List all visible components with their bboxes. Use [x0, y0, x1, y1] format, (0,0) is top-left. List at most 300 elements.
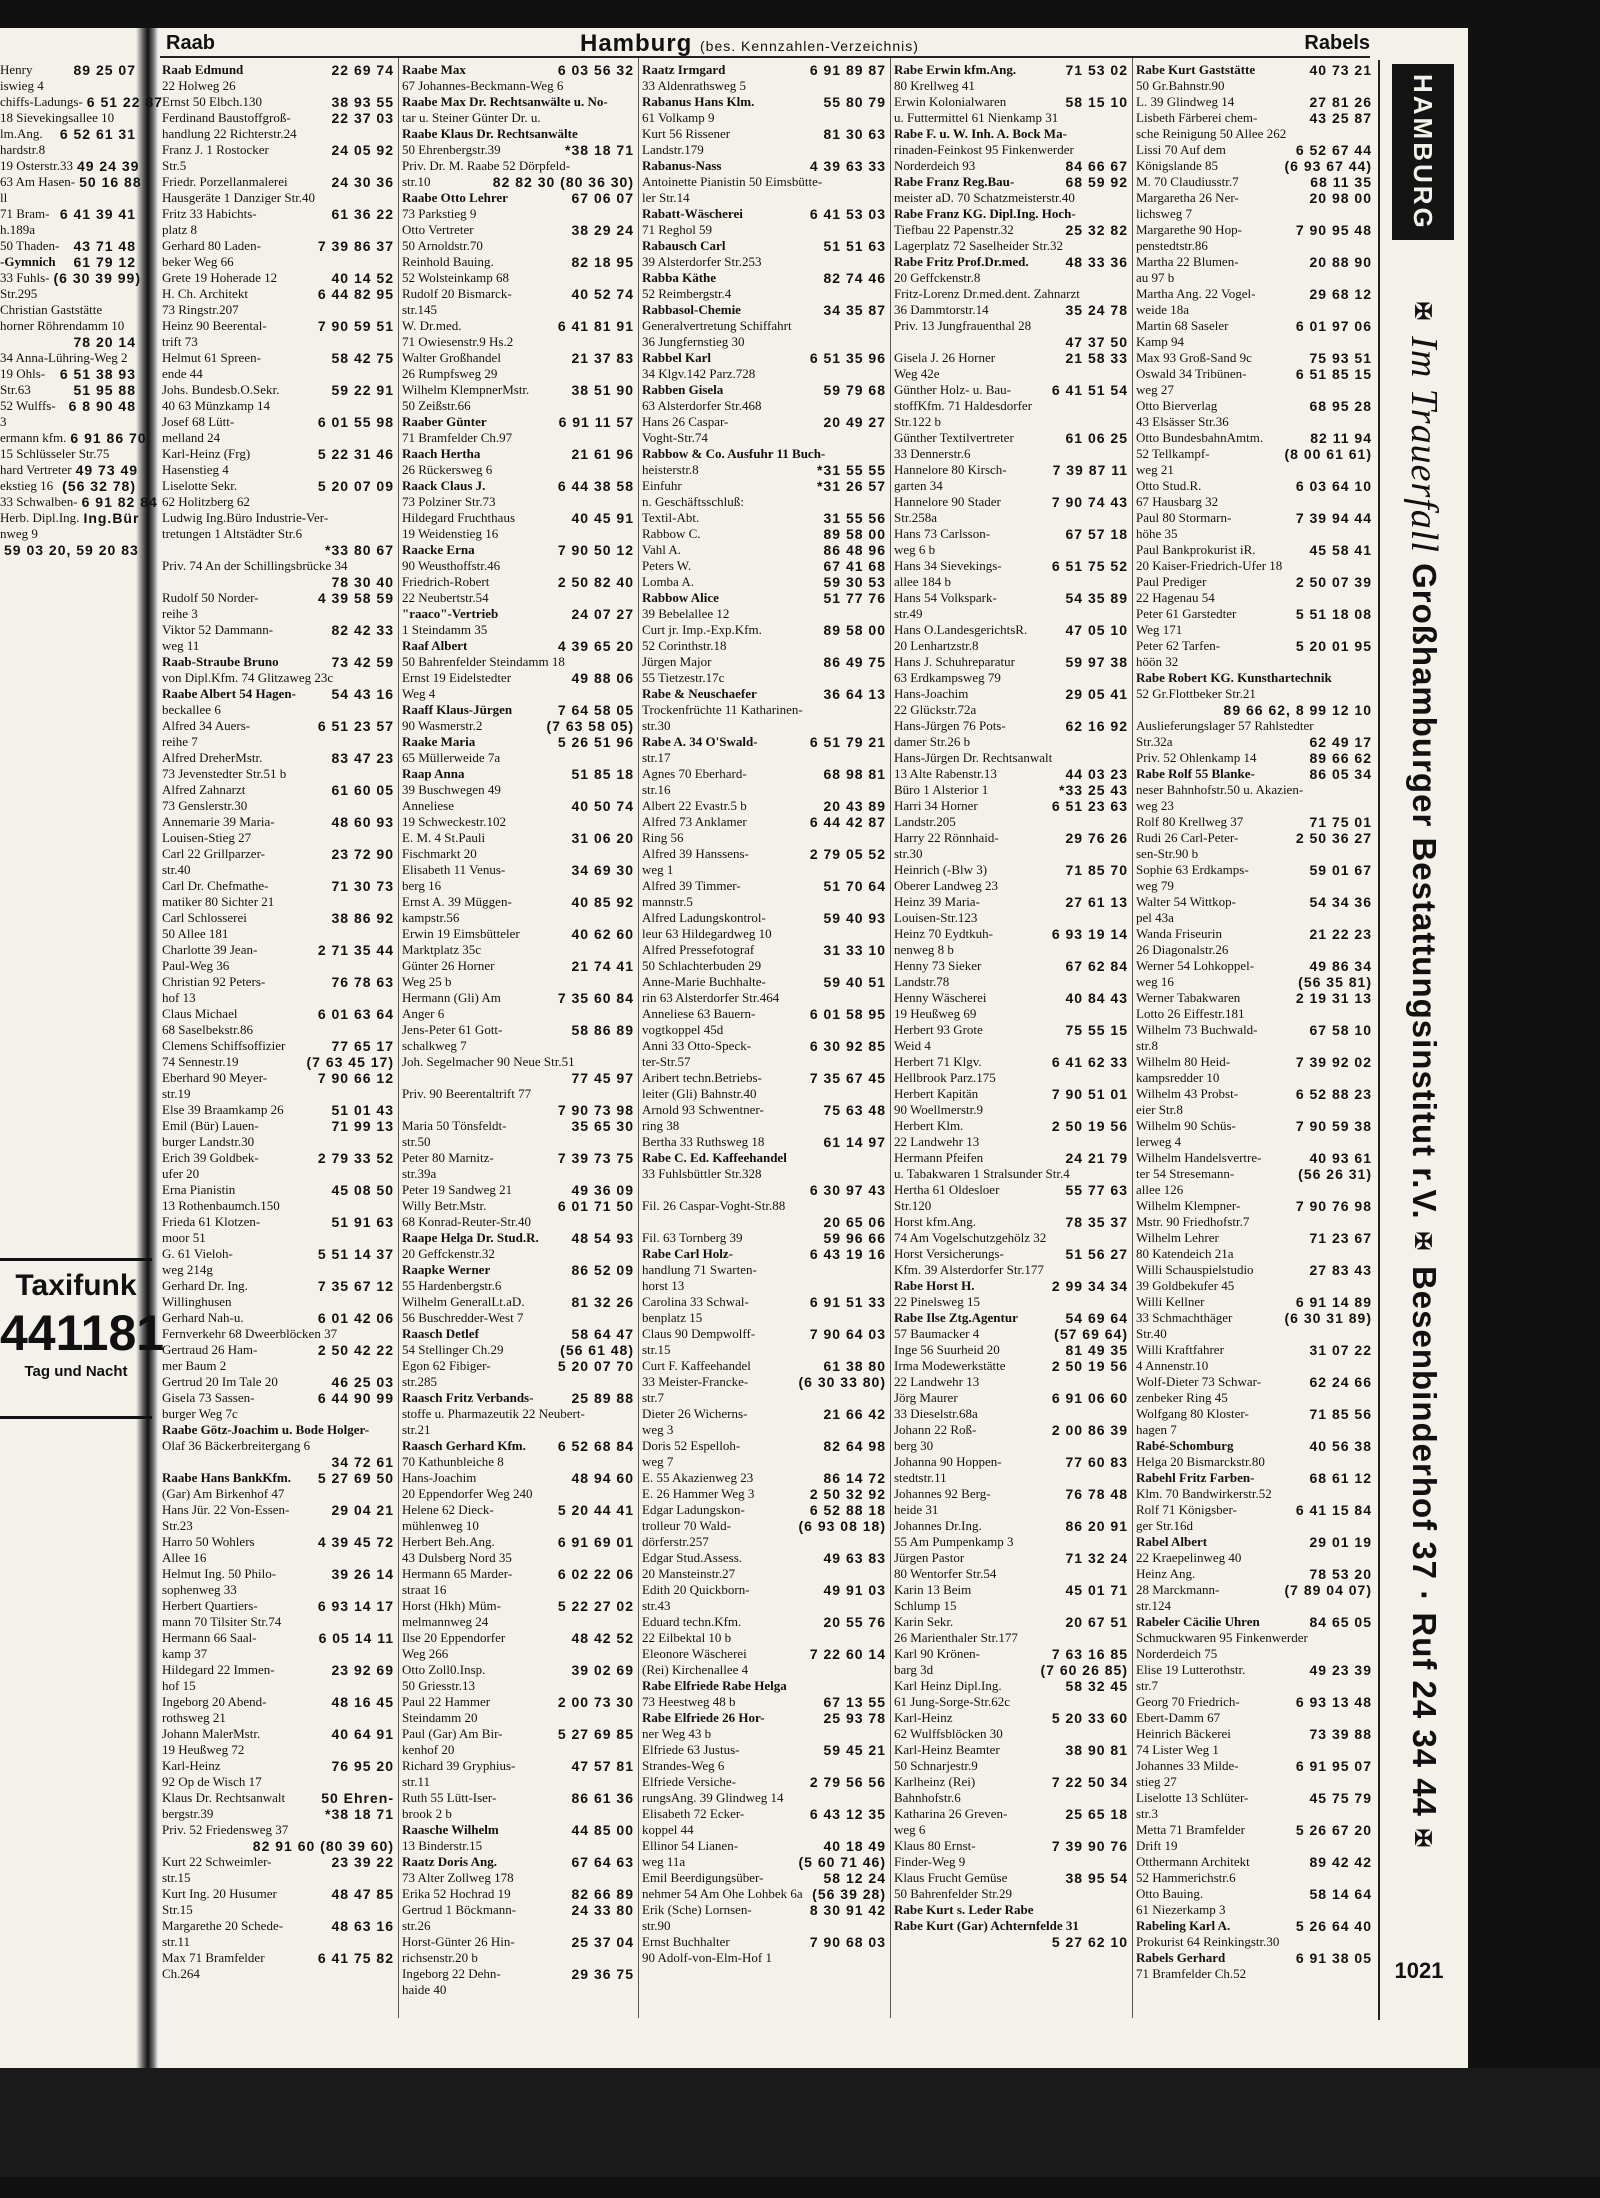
- directory-entry: [402, 286, 634, 302]
- entry-name: mannstr.5: [642, 894, 693, 909]
- entry-name: 22 Neubertstr.54: [402, 590, 489, 605]
- entry-name: Karlheinz (Rei): [894, 1774, 976, 1789]
- entry-name: sophenweg 33: [162, 1582, 237, 1597]
- directory-entry: [402, 1902, 634, 1918]
- directory-entry: [1136, 862, 1372, 878]
- entry-name: Josef 68 Lütt-: [162, 414, 235, 429]
- directory-entry: [1136, 574, 1372, 590]
- entry-name: Rabe Carl Holz-: [642, 1246, 733, 1261]
- entry-name: Paul Bankprokurist iR.: [1136, 542, 1256, 557]
- directory-entry: [162, 366, 394, 382]
- entry-name: 22 Eilbektal 10 b: [642, 1630, 732, 1645]
- entry-name: rungsAng. 39 Glindweg 14: [642, 1790, 784, 1805]
- cross-icon: ✠: [1412, 1827, 1437, 1854]
- entry-phone: 54 69 64: [1065, 1310, 1128, 1326]
- directory-entry: [894, 1902, 1128, 1918]
- directory-entry: [162, 1518, 394, 1534]
- directory-entry: [1136, 94, 1372, 110]
- entry-name: Landstr.205: [894, 814, 956, 829]
- directory-entry: [402, 734, 634, 750]
- entry-name: Harry 22 Rönnhaid-: [894, 830, 999, 845]
- directory-entry: [1136, 1470, 1372, 1486]
- directory-entry: [162, 798, 394, 814]
- entry-name: Rudolf 50 Norder-: [162, 590, 259, 605]
- directory-entry: [402, 1950, 634, 1966]
- entry-phone: 7 35 60 84: [557, 990, 634, 1006]
- directory-entry: [1136, 766, 1372, 782]
- directory-entry: [642, 254, 886, 270]
- entry-name: chiffs-Ladungs-: [0, 94, 83, 109]
- entry-name: 90 Wasmerstr.2: [402, 718, 483, 733]
- directory-entry: [642, 270, 886, 286]
- entry-phone: 40 45 91: [571, 510, 634, 526]
- directory-entry: [894, 574, 1128, 590]
- cross-icon: ✠: [1412, 300, 1437, 326]
- entry-phone: 5 20 44 41: [557, 1502, 634, 1518]
- directory-entry: [0, 446, 136, 462]
- entry-phone: 34 69 30: [571, 862, 634, 878]
- entry-name: Str.295: [0, 286, 38, 301]
- directory-entry: [894, 590, 1128, 606]
- entry-name: 18 Sievekingsallee 10: [0, 110, 115, 125]
- directory-entry: [402, 1166, 634, 1182]
- entry-name: 73 Polziner Str.73: [402, 494, 496, 509]
- entry-name: 50 Schlachterbuden 29: [642, 958, 762, 973]
- entry-phone: 71 75 01: [1309, 814, 1372, 830]
- entry-name: 63 Alsterdorfer Str.468: [642, 398, 762, 413]
- directory-entry: [894, 494, 1128, 510]
- entry-name: kampstr.56: [402, 910, 460, 925]
- entry-name: Gerhard 80 Laden-: [162, 238, 261, 253]
- directory-entry: [402, 1054, 634, 1070]
- directory-entry: [1136, 62, 1372, 78]
- entry-name: 73 Alter Zollweg 178: [402, 1870, 514, 1885]
- directory-entry: [402, 910, 634, 926]
- entry-phone: 6 03 64 10: [1295, 478, 1372, 494]
- directory-entry: [402, 126, 634, 142]
- directory-entry: [402, 190, 634, 206]
- entry-name: hof 15: [162, 1678, 196, 1693]
- directory-entry: [0, 318, 136, 334]
- directory-entry: [402, 1150, 634, 1166]
- directory-entry: [642, 174, 886, 190]
- entry-phone: 2 71 35 44: [317, 942, 394, 958]
- entry-phone: 6 43 19 16: [809, 1246, 886, 1262]
- ad-address-text: Besenbinderhof 37 · Ruf 24 34 44: [1406, 1265, 1443, 1817]
- entry-name: str.19: [162, 1086, 191, 1101]
- directory-entry: [162, 1118, 394, 1134]
- entry-name: Richard 39 Gryphius-: [402, 1758, 516, 1773]
- directory-entry: [894, 1662, 1128, 1678]
- entry-name: -Gymnich: [0, 254, 56, 269]
- column-divider: [638, 58, 639, 2018]
- directory-entry: [402, 926, 634, 942]
- directory-entry: [894, 1502, 1128, 1518]
- directory-entry: [1136, 1550, 1372, 1566]
- entry-phone: 59 97 38: [1065, 654, 1128, 670]
- entry-name: Hans O.LandesgerichtsR.: [894, 622, 1028, 637]
- entry-phone: 38 93 55: [331, 94, 394, 110]
- entry-phone: 43 71 48: [73, 238, 136, 254]
- entry-phone: 35 65 30: [571, 1118, 634, 1134]
- directory-entry: [402, 1198, 634, 1214]
- entry-name: Landstr.78: [894, 974, 950, 989]
- directory-entry: [1136, 254, 1372, 270]
- entry-name: 90 Woellmerstr.9: [894, 1102, 983, 1117]
- directory-entry: [1136, 1694, 1372, 1710]
- directory-entry: [642, 78, 886, 94]
- entry-phone: 6 51 75 52: [1051, 558, 1128, 574]
- directory-entry: [894, 142, 1128, 158]
- entry-name: Rabehl Fritz Farben-: [1136, 1470, 1255, 1485]
- directory-entry: [0, 94, 163, 110]
- entry-name: brook 2 b: [402, 1806, 452, 1821]
- entry-phone: 86 48 96: [823, 542, 886, 558]
- directory-entry: [162, 238, 394, 254]
- entry-name: (Rei) Kirchenallee 4: [642, 1662, 749, 1677]
- entry-name: mühlenweg 10: [402, 1518, 479, 1533]
- entry-name: 52 Gr.Flottbeker Str.21: [1136, 686, 1256, 701]
- directory-entry: [642, 1214, 886, 1230]
- header-left-keyword: Raab: [166, 32, 215, 54]
- directory-entry: [1136, 462, 1372, 478]
- entry-name: Kfm. 39 Alsterdorfer Str.177: [894, 1262, 1044, 1277]
- entry-phone: 89 25 07: [73, 62, 136, 78]
- entry-name: 73 Parkstieg 9: [402, 206, 477, 221]
- entry-name: h.189a: [0, 222, 36, 237]
- entry-name: Else 39 Braamkamp 26: [162, 1102, 284, 1117]
- entry-name: Alfred Zahnarzt: [162, 782, 246, 797]
- entry-phone: 78 53 20: [1309, 1566, 1372, 1582]
- entry-name: Klm. 70 Bandwirkerstr.52: [1136, 1486, 1272, 1501]
- directory-entry: [1136, 1230, 1372, 1246]
- directory-entry: [402, 78, 634, 94]
- entry-phone: 6 91 11 57: [558, 414, 634, 430]
- entry-name: u. Tabakwaren 1 Stralsunder Str.4: [894, 1166, 1070, 1181]
- directory-entry: [894, 686, 1128, 702]
- entry-phone: 58 86 89: [571, 1022, 634, 1038]
- entry-phone: 59 79 68: [823, 382, 886, 398]
- directory-entry: [162, 510, 394, 526]
- directory-entry: [642, 846, 886, 862]
- entry-name: Rudolf 20 Bismarck-: [402, 286, 512, 301]
- entry-phone: 51 51 63: [823, 238, 886, 254]
- directory-entry: [162, 990, 394, 1006]
- entry-name: 26 Diagonalstr.26: [1136, 942, 1229, 957]
- directory-entry: [402, 1838, 634, 1854]
- entry-name: Grete 19 Hoherade 12: [162, 270, 278, 285]
- entry-phone: 59 30 53: [823, 574, 886, 590]
- entry-phone: 23 72 90: [331, 846, 394, 862]
- entry-name: Ilse 20 Eppendorfer: [402, 1630, 506, 1645]
- directory-entry: [894, 1086, 1128, 1102]
- directory-entry: [894, 206, 1128, 222]
- directory-entry: [642, 158, 886, 174]
- entry-phone: 59 22 91: [331, 382, 394, 398]
- entry-phone: 49 73 49: [75, 462, 139, 478]
- entry-name: Egon 62 Fibiger-: [402, 1358, 491, 1373]
- directory-entry: [1136, 1198, 1372, 1214]
- entry-name: Erwin 19 Eimsbütteler: [402, 926, 520, 941]
- entry-name: 33 Fuhls-: [0, 270, 50, 285]
- entry-name: 33 Fuhlsbüttler Str.328: [642, 1166, 762, 1181]
- entry-name: Alfred 39 Hanssens-: [642, 846, 749, 861]
- entry-name: Elise 19 Lutterothstr.: [1136, 1662, 1246, 1677]
- entry-name: Wolf-Dieter 73 Schwar-: [1136, 1374, 1262, 1389]
- entry-name: Hans-Joachim: [894, 686, 969, 701]
- directory-entry: [894, 1678, 1128, 1694]
- entry-phone: (5 60 71 46): [798, 1854, 886, 1870]
- entry-phone: (56 61 48): [560, 1342, 634, 1358]
- directory-entry: [0, 270, 141, 286]
- entry-name: Johann MalerMstr.: [162, 1726, 261, 1741]
- directory-entry: [162, 1102, 394, 1118]
- entry-name: Johs. Bundesb.O.Sekr.: [162, 382, 280, 397]
- entry-name: Fritz-Lorenz Dr.med.dent. Zahnarzt: [894, 286, 1080, 301]
- entry-phone: 2 50 32 92: [809, 1486, 886, 1502]
- directory-entry: [0, 110, 136, 126]
- entry-phone: 61 60 05: [331, 782, 394, 798]
- entry-name: lichsweg 7: [1136, 206, 1192, 221]
- entry-name: richsenstr.20 b: [402, 1950, 478, 1965]
- entry-name: Rabe F. u. W. Inh. A. Bock Ma-: [894, 126, 1067, 141]
- entry-name: Max 93 Groß-Sand 9c: [1136, 350, 1252, 365]
- entry-name: Hannelore 80 Kirsch-: [894, 462, 1007, 477]
- entry-name: Margarethe 90 Hop-: [1136, 222, 1242, 237]
- entry-name: Kurt 56 Rissener: [642, 126, 731, 141]
- directory-entry: [894, 1790, 1128, 1806]
- entry-phone: 49 63 83: [823, 1550, 886, 1566]
- entry-phone: 6 52 67 44: [1295, 142, 1372, 158]
- entry-phone: 58 64 47: [571, 1326, 634, 1342]
- directory-entry: [1136, 798, 1372, 814]
- entry-name: 33 Aldenrathsweg 5: [642, 78, 746, 93]
- entry-phone: 2 50 19 56: [1051, 1358, 1128, 1374]
- directory-entry: [894, 158, 1128, 174]
- entry-name: Bertha 33 Ruthsweg 18: [642, 1134, 765, 1149]
- directory-entry: [642, 350, 886, 366]
- directory-entry: [894, 1150, 1128, 1166]
- entry-name: Günther Holz- u. Bau-: [894, 382, 1011, 397]
- entry-phone: 6 01 71 50: [557, 1198, 634, 1214]
- directory-entry: [162, 574, 394, 590]
- entry-phone: 6 01 42 06: [317, 1310, 394, 1326]
- entry-phone: 5 22 31 46: [317, 446, 394, 462]
- header-title: Hamburg (bes. Kennzahlen-Verzeichnis): [580, 30, 919, 57]
- directory-entry: [642, 1342, 886, 1358]
- entry-name: ner Weg 43 b: [642, 1726, 712, 1741]
- directory-entry: [894, 510, 1128, 526]
- entry-phone: 5 22 27 02: [557, 1598, 634, 1614]
- directory-entry: [402, 814, 634, 830]
- entry-name: rothsweg 21: [162, 1710, 226, 1725]
- entry-phone: 77 60 83: [1065, 1454, 1128, 1470]
- entry-phone: 5 26 51 96: [557, 734, 634, 750]
- entry-name: Hildegard 22 Immen-: [162, 1662, 275, 1677]
- directory-entry: [894, 1806, 1128, 1822]
- directory-entry: [1136, 1262, 1372, 1278]
- directory-entry: [894, 1630, 1128, 1646]
- directory-entry: [162, 382, 394, 398]
- directory-entry: [402, 1486, 634, 1502]
- directory-entry: [642, 110, 886, 126]
- entry-phone: 89 42 42: [1309, 1854, 1372, 1870]
- directory-entry: [0, 430, 147, 446]
- directory-entry: [162, 1774, 394, 1790]
- directory-entry: [1136, 1422, 1372, 1438]
- directory-entry: [0, 286, 136, 302]
- entry-name: Jens-Peter 61 Gott-: [402, 1022, 503, 1037]
- entry-name: Heinz Ang.: [1136, 1566, 1196, 1581]
- entry-name: Str.258a: [894, 510, 937, 525]
- entry-name: Priv. 74 An der Schillingsbrücke 34: [162, 558, 348, 573]
- entry-name: 39 Buschwegen 49: [402, 782, 501, 797]
- directory-entry: [894, 958, 1128, 974]
- entry-phone: 6 51 23 63: [1051, 798, 1128, 814]
- entry-phone: 31 07 22: [1309, 1342, 1372, 1358]
- entry-name: Olaf 36 Bäckerbreitergang 6: [162, 1438, 311, 1453]
- directory-entry: [894, 1422, 1128, 1438]
- directory-entry: [162, 206, 394, 222]
- directory-entry: [1136, 302, 1372, 318]
- taxi-ad-number: 441181: [0, 1305, 165, 1361]
- directory-entry: [1136, 830, 1372, 846]
- entry-name: Erika 52 Hochrad 19: [402, 1886, 511, 1901]
- directory-entry: [894, 910, 1128, 926]
- entry-phone: 20 55 76: [823, 1614, 886, 1630]
- directory-entry: [162, 446, 394, 462]
- directory-entry: [642, 622, 886, 638]
- entry-phone: 4 39 45 72: [317, 1534, 394, 1550]
- entry-phone: 71 85 56: [1309, 1406, 1372, 1422]
- taxi-advertisement: [0, 1258, 165, 1419]
- directory-entry: [1136, 734, 1372, 750]
- entry-name: 33 Schwalben-: [0, 494, 78, 509]
- entry-name: höön 32: [1136, 654, 1179, 669]
- entry-name: Emil Beerdigungsüber-: [642, 1870, 764, 1885]
- entry-name: kenhof 20: [402, 1742, 455, 1757]
- directory-entry: [1136, 446, 1372, 462]
- directory-entry: [402, 1006, 634, 1022]
- entry-name: Rabatt-Wäscherei: [642, 206, 743, 221]
- entry-phone: 2 50 82 40: [557, 574, 634, 590]
- directory-entry: [1136, 622, 1372, 638]
- entry-phone: 81 32 26: [571, 1294, 634, 1310]
- directory-entry: [402, 1438, 634, 1454]
- entry-name: str.11: [162, 1934, 191, 1949]
- directory-entry: [162, 190, 394, 206]
- entry-phone: 6 91 95 07: [1295, 1758, 1372, 1774]
- entry-name: Carolina 33 Schwal-: [642, 1294, 749, 1309]
- directory-entry: [1136, 1374, 1372, 1390]
- entry-name: str.124: [1136, 1598, 1172, 1613]
- directory-entry: [894, 606, 1128, 622]
- entry-name: 33 Dennerstr.6: [894, 446, 971, 461]
- entry-phone: 44 85 00: [571, 1822, 634, 1838]
- entry-name: 19 Ohls-: [0, 366, 46, 381]
- entry-name: Hermann 65 Marder-: [402, 1566, 513, 1581]
- entry-phone: 59 96 66: [823, 1230, 886, 1246]
- directory-entry: [162, 1934, 394, 1950]
- entry-name: Karin 13 Beim: [894, 1582, 972, 1597]
- entry-phone: 47 05 10: [1065, 622, 1128, 638]
- entry-name: Rabe Robert KG. Kunsthartechnik: [1136, 670, 1332, 685]
- entry-name: Rabe Elfriede Rabe Helga: [642, 1678, 787, 1693]
- directory-entry: [894, 1838, 1128, 1854]
- entry-phone: (6 93 08 18): [798, 1518, 886, 1534]
- entry-phone: 25 65 18: [1065, 1806, 1128, 1822]
- entry-name: Charlotte 39 Jean-: [162, 942, 258, 957]
- entry-name: 52 Corinthstr.18: [642, 638, 727, 653]
- directory-entry: [162, 1502, 394, 1518]
- entry-name: Horst (Hkh) Müm-: [402, 1598, 501, 1613]
- entry-name: Wilhelm GeneralLt.aD.: [402, 1294, 525, 1309]
- entry-name: 34 Klgv.142 Parz.728: [642, 366, 756, 381]
- entry-name: Karl-Heinz: [894, 1710, 953, 1725]
- entry-phone: 67 64 63: [571, 1854, 634, 1870]
- directory-entry: [402, 1470, 634, 1486]
- directory-entry: [894, 990, 1128, 1006]
- entry-phone: 89 66 62, 8 99 12 10: [1223, 702, 1372, 718]
- directory-entry: [894, 270, 1128, 286]
- entry-name: 63 Erdkampsweg 79: [894, 670, 1001, 685]
- column-3: [642, 62, 886, 1966]
- directory-entry: [1136, 270, 1372, 286]
- directory-entry: [1136, 1102, 1372, 1118]
- directory-entry: [894, 942, 1128, 958]
- entry-phone: 49 88 06: [571, 670, 634, 686]
- taxi-ad-title: Taxifunk: [15, 1269, 137, 1302]
- directory-entry: [1136, 926, 1372, 942]
- entry-phone: 68 61 12: [1309, 1470, 1372, 1486]
- entry-name: hard Vertreter: [0, 462, 72, 477]
- entry-phone: *31 26 57: [817, 478, 886, 494]
- directory-entry: [402, 1934, 634, 1950]
- entry-phone: 2 79 05 52: [809, 846, 886, 862]
- entry-name: 50 Ehrenbergstr.39: [402, 142, 501, 157]
- entry-name: G. 61 Vieloh-: [162, 1246, 233, 1261]
- directory-entry: [402, 270, 634, 286]
- entry-phone: 6 91 86 70: [70, 430, 147, 446]
- entry-name: Bahnhofstr.6: [894, 1790, 961, 1805]
- entry-name: Sophie 63 Erdkamps-: [1136, 862, 1249, 877]
- entry-phone: 7 35 67 12: [317, 1278, 394, 1294]
- directory-entry: [642, 1390, 886, 1406]
- entry-name: au 97 b: [1136, 270, 1175, 285]
- directory-entry: [894, 318, 1128, 334]
- directory-entry: [894, 1614, 1128, 1630]
- directory-entry: [1136, 1358, 1372, 1374]
- directory-entry: [1136, 190, 1372, 206]
- directory-entry: [162, 350, 394, 366]
- entry-name: Lomba A.: [642, 574, 694, 589]
- entry-name: Schmuckwaren 95 Finkenwerder: [1136, 1630, 1308, 1645]
- directory-entry: [1136, 1758, 1372, 1774]
- directory-entry: [402, 958, 634, 974]
- directory-entry: [1136, 1022, 1372, 1038]
- directory-entry: [402, 1454, 634, 1470]
- entry-phone: 20 98 00: [1309, 190, 1372, 206]
- entry-phone: 39 02 69: [571, 1662, 634, 1678]
- entry-name: Willi Kraftfahrer: [1136, 1342, 1224, 1357]
- directory-entry: [162, 718, 394, 734]
- entry-name: Steindamm 20: [402, 1710, 478, 1725]
- directory-entry: [1136, 398, 1372, 414]
- directory-entry: [162, 1214, 394, 1230]
- entry-name: Peter 62 Tarfen-: [1136, 638, 1221, 653]
- entry-name: Herbert Klm.: [894, 1118, 964, 1133]
- directory-entry: [642, 222, 886, 238]
